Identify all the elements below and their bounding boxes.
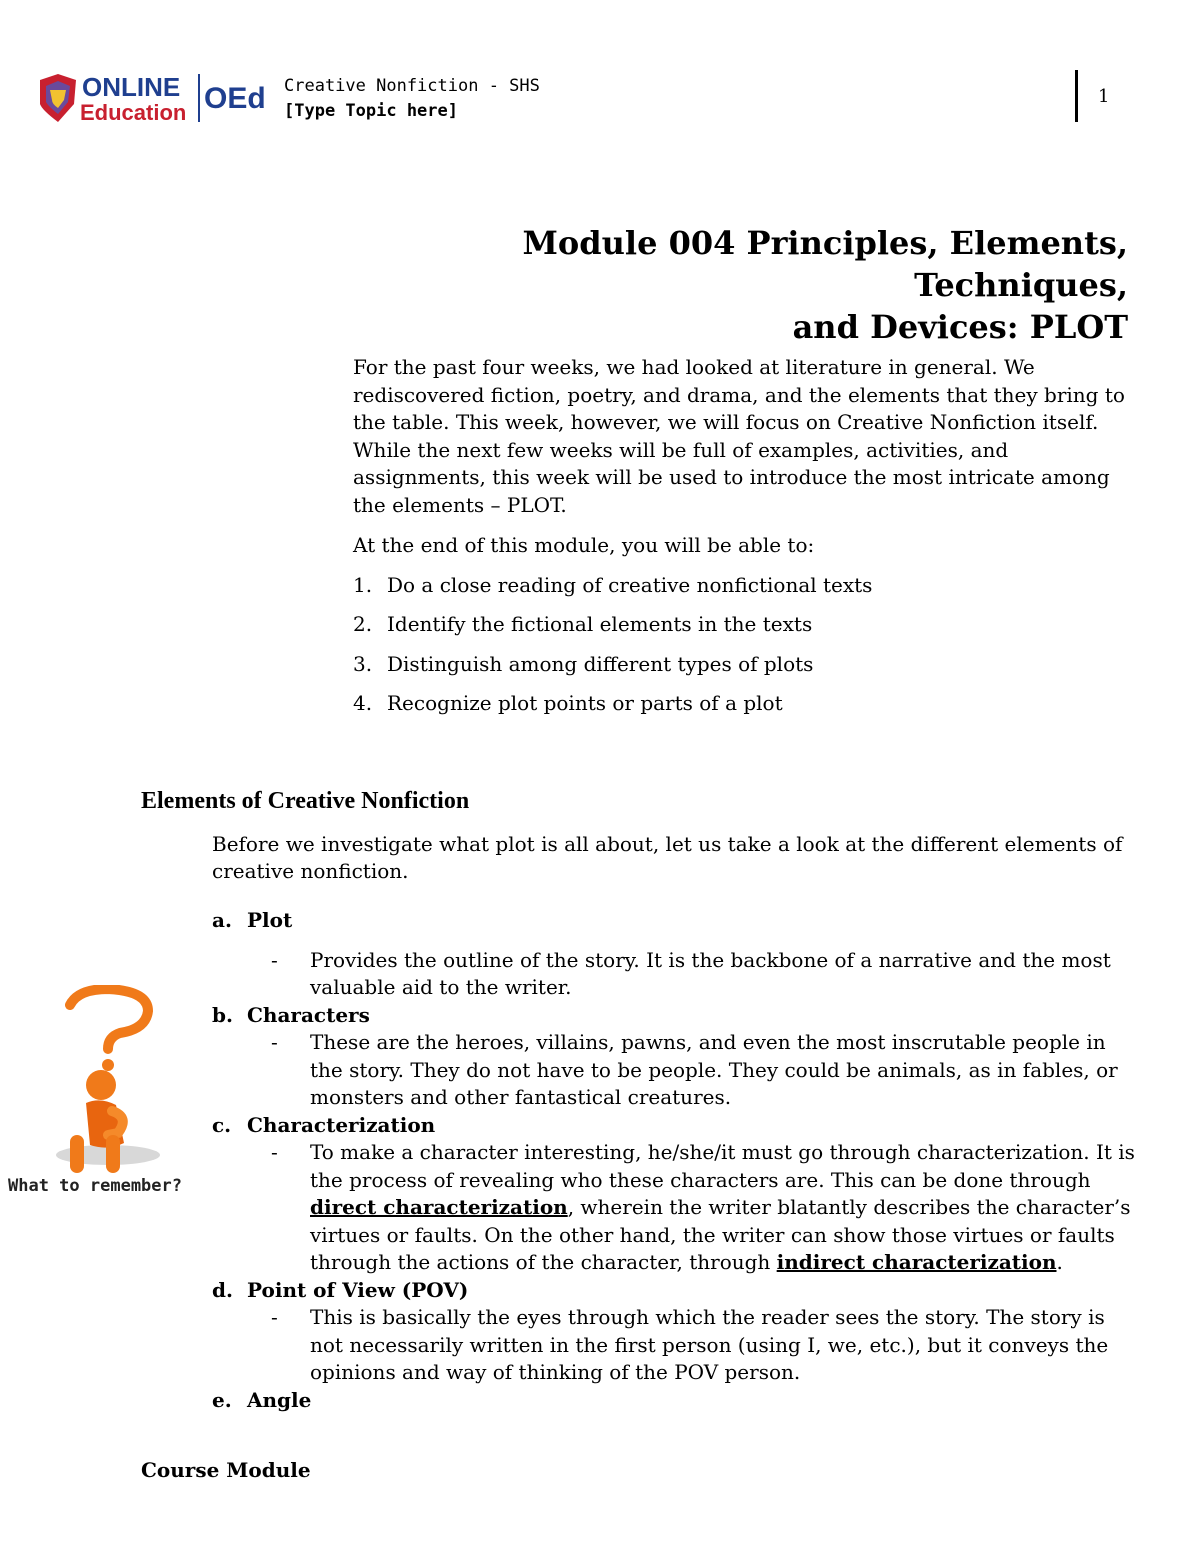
element-characters-label: b. Characters: [212, 1002, 370, 1027]
objectives-lead: At the end of this module, you will be able to:: [353, 533, 815, 557]
page-number: 1: [1098, 86, 1110, 107]
list-item: 4. Recognize plot points or parts of a plot: [353, 690, 783, 715]
intro-paragraph: For the past four weeks, we had looked at literature in general. We rediscovered fiction, poetry, and drama, and the elements that they bring to the table. This week, however, we will focus on Creative Nonfiction itself. While the next few weeks will be full of examples, activities, and assignments, this week will be used to introduce the most intricate among the elements – PLOT.: [353, 355, 1125, 517]
element-angle-label: e. Angle: [212, 1387, 312, 1412]
element-characters-desc: - These are the heroes, villains, pawns, and even the most inscrutable people in the story. They do not have to be people. They could be animals, as in fables, or monsters and other fantastical creatures.: [271, 1030, 1118, 1109]
module-title: [328, 222, 1128, 348]
list-item: 1. Do a close reading of creative nonfictional texts: [353, 573, 873, 597]
footer-course-module: Course Module: [141, 1458, 311, 1482]
topic-placeholder: [Type Topic here]: [284, 101, 458, 121]
title-line-1: Module 004 Principles, Elements, Techniques,: [522, 224, 1128, 304]
element-pov-label: d. Point of View (POV): [212, 1277, 469, 1302]
svg-text:ONLINE: ONLINE: [82, 72, 181, 102]
term-direct-characterization: direct characterization: [310, 1195, 568, 1219]
list-item: 3. Distinguish among different types of plots: [353, 651, 814, 676]
section-heading: Elements of Creative Nonfiction: [141, 788, 470, 814]
svg-text:What to remember?: What to remember?: [8, 1176, 182, 1196]
element-pov-desc: - This is basically the eyes through which the reader sees the story. The story is not necessarily written in the first person (using I, we, etc.), but it conveys the opinions and way of thinking of the POV person.: [271, 1305, 1109, 1384]
what-to-remember-image: [8, 985, 198, 1200]
objectives-list: [353, 572, 1143, 729]
element-characterization-desc: - To make a character interesting, he/she/it must go through characterization. It is the process of revealing who these characters are. This can be done through direct characterization, wherein the writer blatantly describes the character’s virtues or faults. On the other hand, the writer can show those virtues or faults through the actions of the character, through indirect characterization.: [271, 1140, 1135, 1274]
term-indirect-characterization: indirect characterization: [776, 1250, 1057, 1274]
intro-section: [353, 354, 1143, 519]
element-plot-desc: - Provides the outline of the story. It is the backbone of a narrative and the most valuable aid to the writer.: [271, 947, 1111, 999]
element-characterization-label: c. Characterization: [212, 1112, 436, 1137]
header-divider: [1075, 70, 1078, 122]
online-education-logo: [36, 70, 276, 126]
svg-text:Education: Education: [80, 100, 187, 125]
section-intro: Before we investigate what plot is all about, let us take a look at the different elements of creative nonfiction.: [212, 832, 1123, 883]
element-plot-label: a. Plot: [212, 908, 293, 932]
svg-text:OEd: OEd: [204, 82, 266, 115]
course-name: Creative Nonfiction - SHS: [284, 76, 540, 96]
elements-list: [212, 907, 1142, 1414]
title-line-2: and Devices: PLOT: [792, 308, 1128, 346]
header-text: [284, 74, 540, 124]
list-item: 2. Identify the fictional elements in the texts: [353, 612, 813, 637]
